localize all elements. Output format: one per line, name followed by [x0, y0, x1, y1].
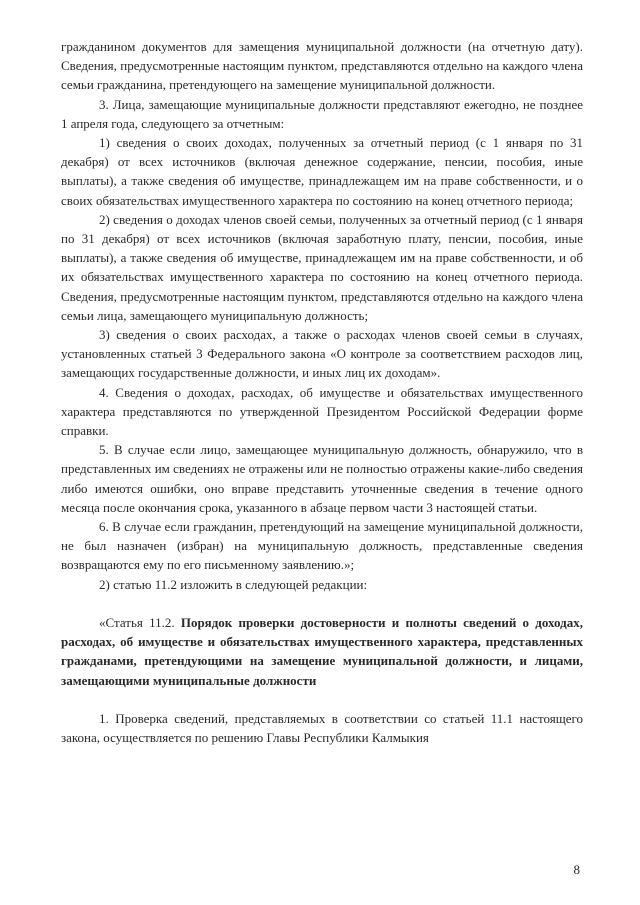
paragraph-subitem-2: 2) сведения о доходах членов своей семьи, полученных за отчетный период (с 1 января по 31 декабря) от всех источников (включая заработную плату, пенсии, пособия, иные выплаты), а также сведения об имуществе, принадлежащем им на праве собственности, и об их обязательствах имущественного характера по состоянию на конец отчетного периода. Сведения, предусмотренные настоящим пунктом, представляются отдельно на каждого члена семьи лица, замещающего муниципальную должность;	[61, 211, 583, 323]
paragraph-item-6: 6. В случае если гражданин, претендующий на замещение муниципальной должности, не был назначен (избран) на муниципальную должность, представленные сведения возвращаются ему по его письменному заявлению.»;	[61, 519, 583, 573]
page-number: 8	[573, 862, 580, 877]
paragraph-amendment-2: 2) статью 11.2 изложить в следующей редакции:	[99, 576, 368, 592]
article-heading-prefix: «Статья 11.2.	[99, 614, 181, 630]
paragraph-item-4: 4. Сведения о доходах, расходах, об имуществе и обязательствах имущественного характера представляются по утвержденной Президентом Российской Федерации форме справки.	[61, 384, 583, 439]
document-page	[61, 37, 583, 747]
paragraph-article-item-1: 1. Проверка сведений, представляемых в соответствии со статьей 11.1 настоящего закона, осуществляется по решению Главы Республики Калмыкия	[61, 710, 583, 745]
paragraph-continuation: гражданином документов для замещения муниципальной должности (на отчетную дату). Сведения, предусмотренные настоящим пунктом, представляются отдельно на каждого члена семьи гражданина, претендующего на замещение муниципальной должности.	[61, 39, 583, 93]
paragraph-item-5: 5. В случае если лицо, замещающее муниципальную должность, обнаружило, что в представленных им сведениях не отражены или не полностью отражены какие-либо сведения либо имеются ошибки, оно вправе представить уточненные сведения в течение одного месяца после окончания срока, указанного в абзаце первом части 3 настоящей статьи.	[61, 442, 583, 515]
paragraph-subitem-3: 3) сведения о своих расходах, а также о расходах членов своей семьи в случаях, установленных статьей 3 Федерального закона «О контроле за соответствием расходов лиц, замещающих государственные должности, и иных лиц их доходам».	[61, 327, 583, 381]
article-heading-title: Порядок проверки достоверности и полноты сведений о доходах, расходах, об имуществе и обязательствах имущественного характера, представленных гражданами, претендующими на замещение муниципальной должности, и лицами, замещающими муниципальные должности	[61, 614, 583, 688]
paragraph-item-3: 3. Лица, замещающие муниципальные должности представляют ежегодно, не позднее 1 апреля года, следующего за отчетным:	[61, 96, 583, 131]
article-heading	[61, 613, 583, 690]
paragraph-subitem-1: 1) сведения о своих доходах, полученных за отчетный период (с 1 января по 31 декабря) от всех источников (включая денежное содержание, пенсии, пособия, иные выплаты), а также сведения об имуществе, принадлежащем им на праве собственности, и о своих обязательствах имущественного характера по состоянию на конец отчетного периода;	[61, 135, 583, 208]
